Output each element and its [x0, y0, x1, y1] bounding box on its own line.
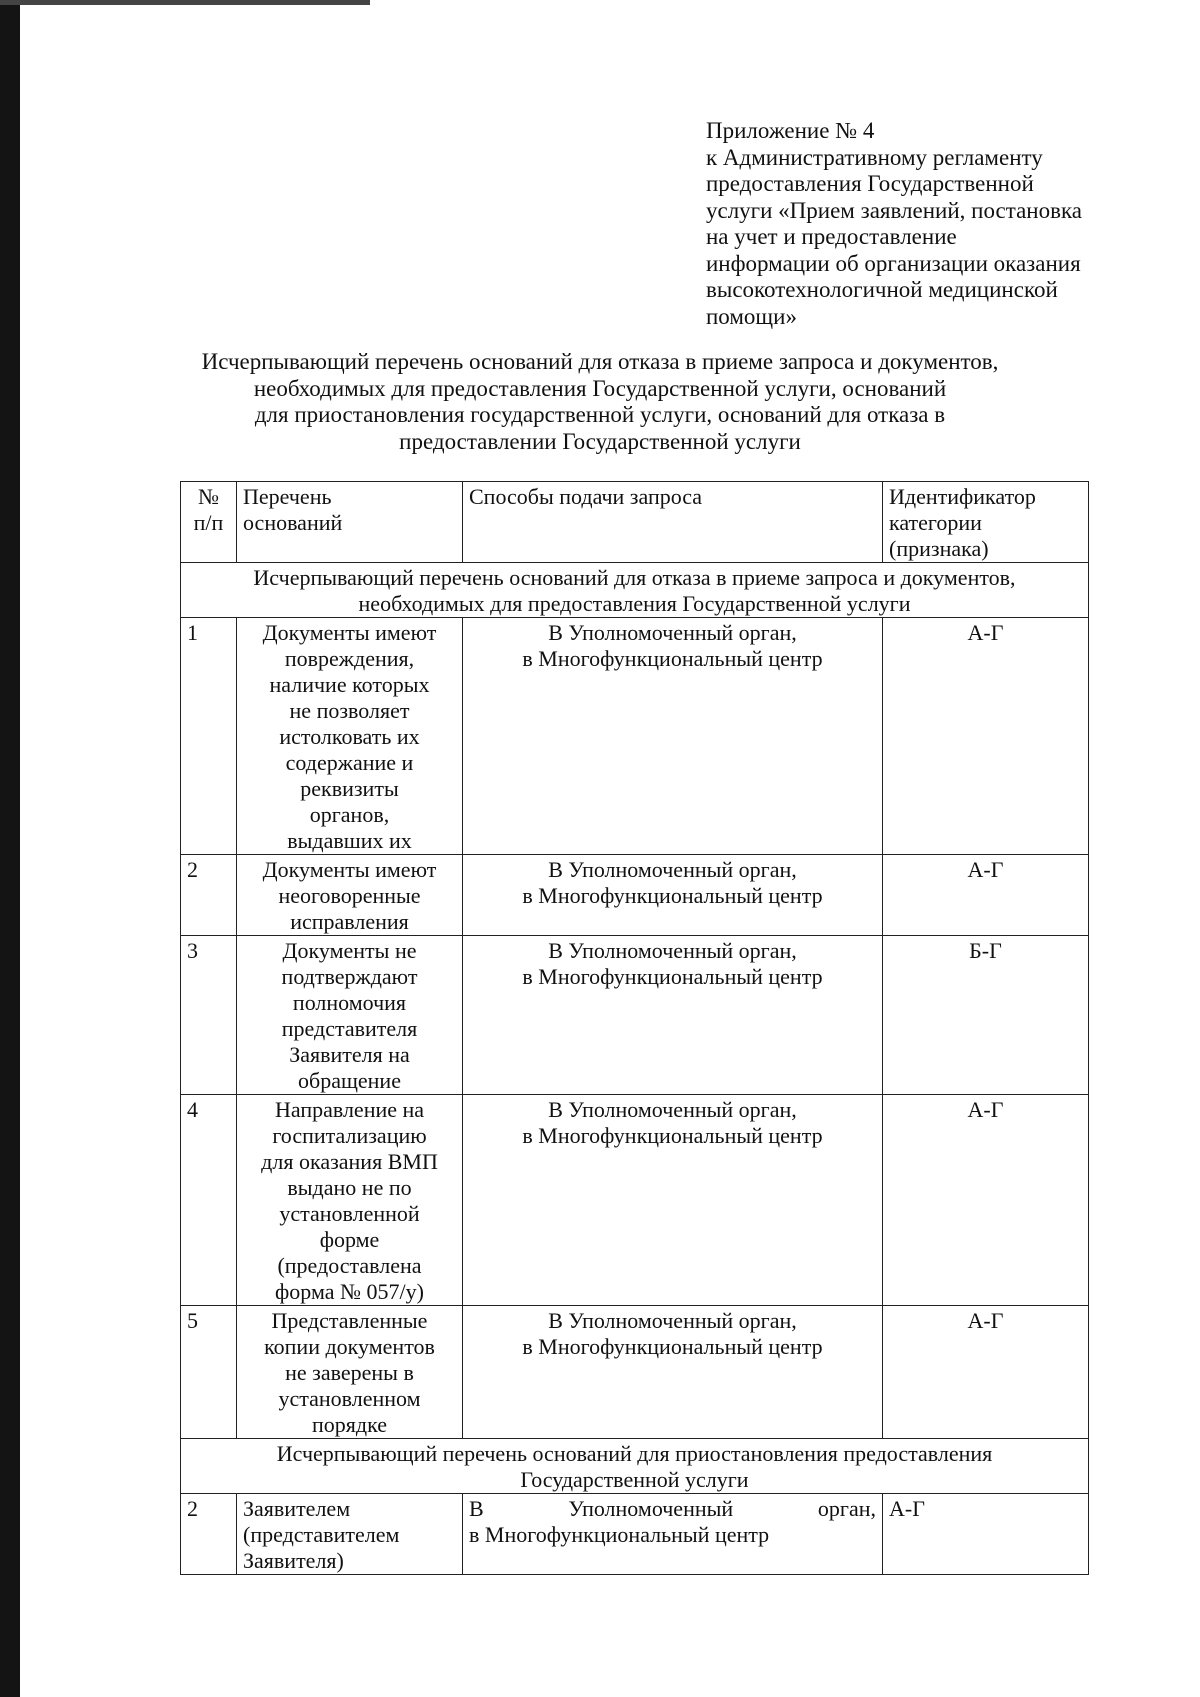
header-grounds: [237, 482, 463, 563]
grounds-line: Заявителя на: [289, 1042, 410, 1067]
table-row: [181, 855, 1089, 936]
grounds-line: госпитализацию: [272, 1123, 427, 1148]
section-heading-suspension: [181, 1439, 1089, 1494]
methods-line: В Уполномоченный орган,: [548, 1097, 797, 1122]
section-heading-line: Исчерпывающий перечень оснований для отказа в приеме запроса и документов,: [253, 565, 1016, 590]
grounds-line: исправления: [290, 909, 409, 934]
methods-line: в Многофункциональный центр: [522, 964, 823, 989]
grounds-line: Направление на: [274, 1097, 425, 1122]
grounds-line: реквизиты: [300, 776, 399, 801]
header-num-line: №: [198, 484, 219, 509]
row-methods: [463, 855, 883, 936]
grounds-line: установленном: [278, 1386, 421, 1411]
scan-left-edge: [0, 0, 20, 1697]
section-heading-row: [181, 1439, 1089, 1494]
grounds-table: [180, 481, 1089, 1575]
grounds-line: Представленные: [271, 1308, 428, 1333]
grounds-line: полномочия: [292, 990, 407, 1015]
methods-line: в Многофункциональный центр: [522, 1334, 823, 1359]
grounds-line: наличие которых: [269, 672, 430, 697]
header-grounds-line: оснований: [243, 510, 343, 535]
methods-line: В Уполномоченный орган,: [469, 1496, 876, 1521]
methods-line: В Уполномоченный орган,: [548, 620, 797, 645]
appendix-line: Приложение № 4: [706, 118, 875, 143]
methods-line: в Многофункциональный центр: [469, 1522, 770, 1547]
grounds-line: Документы не: [282, 938, 417, 963]
row-grounds: [237, 1306, 463, 1439]
table-header-row: [181, 482, 1089, 563]
document-title: [150, 349, 1050, 455]
grounds-line: порядке: [312, 1412, 387, 1437]
table-row: [181, 936, 1089, 1095]
table-row: [181, 1095, 1089, 1306]
grounds-line: повреждения,: [284, 646, 415, 671]
row-grounds: [237, 936, 463, 1095]
row-identifier: А-Г: [883, 1306, 1089, 1439]
grounds-line: не позволяет: [289, 698, 410, 723]
grounds-line: (предоставлена: [277, 1253, 422, 1278]
appendix-header: [706, 118, 1176, 330]
row-grounds: [237, 618, 463, 855]
row-identifier: А-Г: [883, 855, 1089, 936]
section-heading-line: необходимых для предоставления Государственной услуги: [358, 591, 911, 616]
grounds-line: Документы имеют: [262, 620, 437, 645]
grounds-line: (представителем: [243, 1522, 400, 1547]
row-grounds: [237, 1494, 463, 1575]
grounds-line: не заверены в: [285, 1360, 414, 1385]
section-heading-refusal: [181, 563, 1089, 618]
header-identifier-line: категории: [889, 510, 982, 535]
header-identifier-line: Идентификатор: [889, 484, 1036, 509]
title-line: предоставлении Государственной услуги: [399, 428, 801, 454]
scan-top-edge: [0, 0, 370, 5]
grounds-line: подтверждают: [281, 964, 418, 989]
title-line: необходимых для предоставления Государственной услуги, оснований: [253, 375, 947, 401]
grounds-line: обращение: [298, 1068, 401, 1093]
header-identifier-line: (признака): [889, 536, 989, 561]
header-methods-line: Способы подачи запроса: [469, 484, 703, 509]
row-identifier: А-Г: [883, 1494, 1089, 1575]
row-number: 3: [181, 936, 237, 1095]
header-methods: [463, 482, 883, 563]
row-methods: [463, 618, 883, 855]
table-row: [181, 1494, 1089, 1575]
appendix-line: помощи»: [706, 303, 797, 329]
row-number: 2: [181, 855, 237, 936]
table-row: [181, 618, 1089, 855]
row-identifier: А-Г: [883, 618, 1089, 855]
section-heading-line: Государственной услуги: [520, 1467, 749, 1492]
row-methods: [463, 936, 883, 1095]
title-line: Исчерпывающий перечень оснований для отказа в приеме запроса и документов,: [201, 349, 999, 374]
row-grounds: [237, 1095, 463, 1306]
header-identifier: [883, 482, 1089, 563]
row-number: 5: [181, 1306, 237, 1439]
row-grounds: [237, 855, 463, 936]
grounds-line: истолковать их: [279, 724, 420, 749]
appendix-line: высокотехнологичной медицинской: [706, 277, 1058, 302]
grounds-line: неоговоренные: [278, 883, 421, 908]
methods-line: в Многофункциональный центр: [522, 646, 823, 671]
grounds-line: содержание и: [285, 750, 414, 775]
grounds-line: Заявителя): [243, 1548, 344, 1573]
section-heading-line: Исчерпывающий перечень оснований для приостановления предоставления: [276, 1441, 993, 1466]
appendix-line: предоставления Государственной: [706, 171, 1034, 196]
methods-line: В Уполномоченный орган,: [548, 857, 797, 882]
appendix-line: информации об организации оказания: [706, 250, 1081, 276]
row-methods: [463, 1095, 883, 1306]
grounds-line: Заявителем: [243, 1496, 351, 1521]
grounds-line: органов,: [309, 802, 390, 827]
table-row: [181, 1306, 1089, 1439]
header-grounds-line: Перечень: [243, 484, 332, 509]
methods-line: в Многофункциональный центр: [522, 1123, 823, 1148]
grounds-line: форме: [319, 1227, 380, 1252]
methods-line: В Уполномоченный орган,: [548, 938, 797, 963]
row-methods: [463, 1494, 883, 1575]
grounds-line: выдавших их: [287, 828, 412, 853]
grounds-line: для оказания ВМП: [261, 1149, 438, 1174]
grounds-line: выдано не по: [287, 1175, 412, 1200]
row-methods: [463, 1306, 883, 1439]
row-identifier: Б-Г: [883, 936, 1089, 1095]
grounds-line: форма № 057/у): [275, 1279, 424, 1304]
methods-line: в Многофункциональный центр: [522, 883, 823, 908]
grounds-line: копии документов: [264, 1334, 435, 1359]
section-heading-row: [181, 563, 1089, 618]
grounds-line: установленной: [279, 1201, 420, 1226]
row-number: 2: [181, 1494, 237, 1575]
header-num-line: п/п: [193, 510, 224, 535]
grounds-line: представителя: [281, 1016, 418, 1041]
title-line: для приостановления государственной услуги, оснований для отказа в: [254, 402, 946, 427]
appendix-line: на учет и предоставление: [706, 224, 957, 249]
row-number: 1: [181, 618, 237, 855]
grounds-line: Документы имеют: [262, 857, 437, 882]
header-num: [181, 482, 237, 563]
row-identifier: А-Г: [883, 1095, 1089, 1306]
row-number: 4: [181, 1095, 237, 1306]
appendix-line: услуги «Прием заявлений, постановка: [706, 197, 1082, 223]
appendix-line: к Административному регламенту: [706, 144, 1043, 170]
methods-line: В Уполномоченный орган,: [548, 1308, 797, 1333]
